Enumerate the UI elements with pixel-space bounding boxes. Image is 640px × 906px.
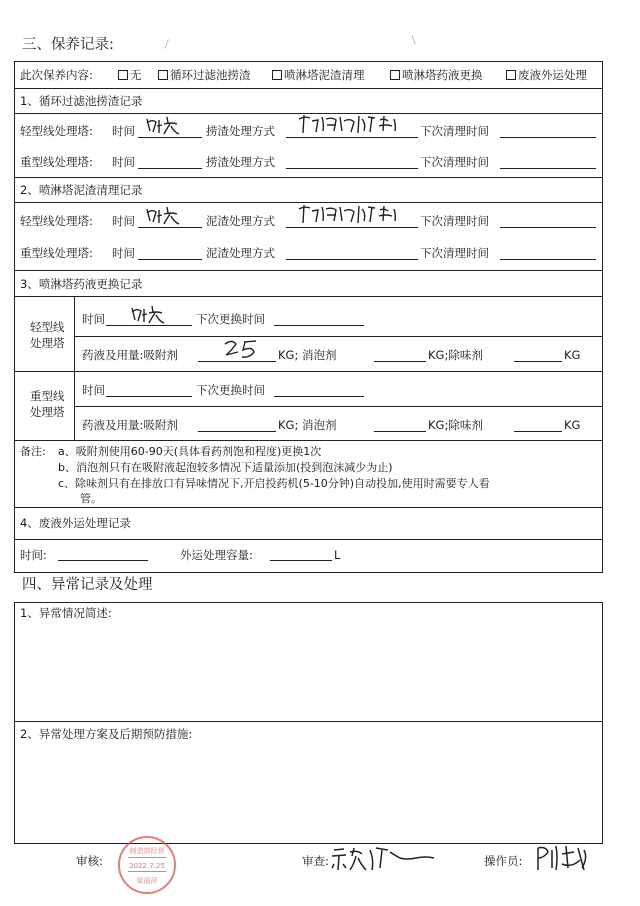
sub2-heavy-label: 重型线处理塔: [20, 246, 93, 260]
sub3-light-deodorant-field[interactable] [514, 361, 562, 362]
maintenance-content-label: 此次保养内容: [20, 68, 93, 82]
exception-desc-area[interactable] [16, 622, 600, 718]
sub2-title: 2、喷淋塔泥渣清理记录 [20, 183, 143, 197]
sub3-light-next-field[interactable] [274, 325, 364, 326]
sub4-unit: L [334, 548, 341, 562]
sub1-light-time-handwriting [143, 113, 188, 140]
note-c-line1: c、除味剂只有在排放口有异味情况下,开启投药机(5-10分钟)自动投加,使用时需要专人看 [58, 477, 490, 490]
checkbox-filter-pool[interactable] [158, 70, 168, 80]
sub1-heavy-label: 重型线处理塔: [20, 155, 93, 169]
sub3-heavy-adsorbent-field[interactable] [198, 431, 276, 432]
exception-desc-label: 1、异常情况简述: [20, 606, 112, 620]
checkbox-spray-sludge[interactable] [272, 70, 282, 80]
sub1-heavy-time-label: 时间 [112, 155, 135, 169]
sub2-heavy-time-label: 时间 [112, 246, 135, 260]
section3-title: 三、保养记录: [22, 37, 114, 53]
sub1-light-next-field[interactable] [500, 137, 596, 138]
sub3-light-defoamer-label: KG; 消泡剂 [278, 348, 337, 362]
sub2-light-time-handwriting [143, 203, 188, 230]
sub2-light-time-label: 时间 [112, 214, 135, 228]
sub3-heavy-dosage-label: 药液及用量:吸附剂 [82, 418, 178, 432]
option-waste-transport[interactable]: 废液外运处理 [506, 68, 587, 82]
sub3-heavy-tower-label: 处理塔 [30, 405, 65, 419]
sub2-heavy-time-field[interactable] [138, 259, 202, 260]
sub3-light-kg: KG [564, 348, 581, 362]
sub3-heavy-deodorant-label: KG;除味剂 [428, 418, 483, 432]
sub3-heavy-deodorant-field[interactable] [514, 431, 562, 432]
sub3-light-defoamer-field[interactable] [374, 361, 426, 362]
note-a: a、吸附剂使用60-90天(具体看药剂饱和程度)更换1次 [58, 445, 322, 458]
sub3-light-next-label: 下次更换时间 [196, 312, 265, 326]
note-c-line2: 管。 [80, 492, 102, 505]
sub1-heavy-next-field[interactable] [500, 168, 596, 169]
sub2-heavy-method-field[interactable] [286, 259, 418, 260]
sub1-heavy-next-label: 下次清理时间 [420, 155, 489, 169]
sub4-capacity-field[interactable] [270, 560, 332, 561]
sub3-heavy-time-label: 时间 [82, 383, 105, 397]
sub3-heavy-kg: KG [564, 418, 581, 432]
sub2-light-next-field[interactable] [500, 227, 596, 228]
note-b: b、消泡剂只有在吸附液起泡较多情况下适量添加(投到泡沫减少为止) [58, 461, 393, 474]
sub3-light-deodorant-label: KG;除味剂 [428, 348, 483, 362]
sub1-heavy-method-label: 捞渣处理方式 [206, 155, 275, 169]
exception-plan-area[interactable] [16, 743, 600, 839]
sub1-title: 1、循环过滤池捞渣记录 [20, 94, 143, 108]
option-liquid-change[interactable]: 喷淋塔药液更换 [390, 68, 483, 82]
sub2-heavy-next-label: 下次清理时间 [420, 246, 489, 260]
sub3-light-adsorbent-handwriting [222, 336, 267, 365]
audit-label: 审核: [76, 854, 103, 868]
sub3-light-tower-label: 处理塔 [30, 336, 65, 350]
paper-mark [412, 33, 422, 45]
sub3-light-dosage-label: 药液及用量:吸附剂 [82, 348, 178, 362]
sub1-heavy-time-field[interactable] [138, 168, 202, 169]
sub2-light-method-handwriting [296, 201, 411, 230]
sub1-light-label: 轻型线处理塔: [20, 124, 93, 138]
stamp-line2: 2022.7.25 [129, 862, 165, 870]
checkbox-none[interactable] [118, 70, 128, 80]
sub4-time-field[interactable] [58, 560, 148, 561]
review-label: 审查: [302, 854, 329, 868]
sub1-light-time-label: 时间 [112, 124, 135, 138]
sub3-light-line-label: 轻型线 [30, 320, 65, 334]
sub3-heavy-line-label: 重型线 [30, 389, 65, 403]
stamp-divider [128, 871, 166, 872]
review-signature [330, 842, 450, 879]
operator-label: 操作员: [484, 854, 523, 868]
sub3-light-time-handwriting [128, 302, 173, 329]
sub3-light-time-label: 时间 [82, 312, 105, 326]
sub2-light-label: 轻型线处理塔: [20, 214, 93, 228]
stamp-line1: 制造部经营 [129, 847, 165, 855]
sub4-title: 4、废液外运处理记录 [20, 516, 131, 530]
sub1-heavy-method-field[interactable] [286, 168, 418, 169]
option-filter-pool[interactable]: 循环过滤池捞渣 [158, 68, 251, 82]
sub2-heavy-next-field[interactable] [500, 259, 596, 260]
checkbox-liquid-change[interactable] [390, 70, 400, 80]
sub3-heavy-defoamer-label: KG; 消泡剂 [278, 418, 337, 432]
sub3-heavy-time-field[interactable] [106, 396, 192, 397]
sub4-capacity-label: 外运处理容量: [180, 548, 253, 562]
stamp-divider [128, 857, 166, 858]
sub2-light-method-label: 泥渣处理方式 [206, 214, 275, 228]
sub1-light-method-label: 捞渣处理方式 [206, 124, 275, 138]
operator-signature [532, 840, 602, 879]
sub3-title: 3、喷淋塔药液更换记录 [20, 277, 143, 291]
sub1-light-method-handwriting [296, 111, 411, 140]
sub3-heavy-next-label: 下次更换时间 [196, 383, 265, 397]
option-spray-sludge[interactable]: 喷淋塔泥渣清理 [272, 68, 365, 82]
sub4-time-label: 时间: [20, 548, 47, 562]
section4-title: 四、异常记录及处理 [22, 577, 153, 593]
checkbox-waste-transport[interactable] [506, 70, 516, 80]
sub1-light-next-label: 下次清理时间 [420, 124, 489, 138]
paper-mark [165, 39, 175, 51]
exception-plan-label: 2、异常处理方案及后期预防措施: [20, 727, 193, 741]
approval-stamp [118, 836, 176, 894]
sub3-heavy-next-field[interactable] [274, 396, 364, 397]
sub2-light-next-label: 下次清理时间 [420, 214, 489, 228]
sub2-heavy-method-label: 泥渣处理方式 [206, 246, 275, 260]
option-none[interactable]: 无 [118, 68, 142, 82]
sub3-heavy-defoamer-field[interactable] [374, 431, 426, 432]
stamp-line3: 梁丽萍 [136, 877, 158, 885]
notes-label: 备注: [20, 445, 46, 458]
